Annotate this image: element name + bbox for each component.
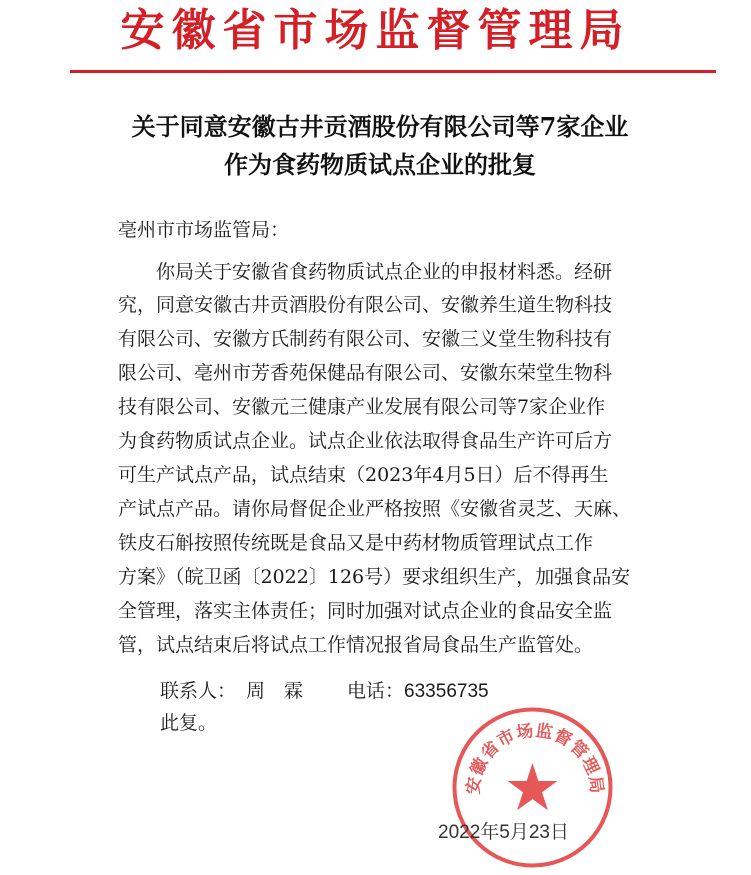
body-line-10: 方案》（皖卫函〔2022〕126号）要求组织生产，加强食品安 — [118, 566, 631, 588]
document-title-line-2: 作为食药物质试点企业的批复 — [224, 150, 536, 179]
body-line-6: 为食药物质试点企业。试点企业依法取得食品生产许可后方 — [118, 430, 613, 452]
agency-header: 安徽省市场监督管理局 — [120, 5, 631, 56]
body-line-9: 铁皮石斛按照传统既是食品又是中药材物质管理试点工作 — [118, 532, 594, 554]
body-line-5: 技有限公司、安徽元三健康产业发展有限公司等7家企业作 — [118, 396, 606, 418]
body-line-1: 你局关于安徽省食药物质试点企业的申报材料悉。经研 — [118, 261, 613, 283]
document-title-line-1: 关于同意安徽古井贡酒股份有限公司等7家企业 — [131, 112, 629, 141]
seal-arc-text: 安徽省市场监督管理局 — [463, 720, 607, 796]
body-line-11: 全管理，落实主体责任；同时加强对试点企业的食品安全监 — [118, 600, 613, 622]
red-divider-rule — [70, 70, 716, 73]
body-line-3: 有限公司、安徽方氏制药有限公司、安徽三义堂生物科技有 — [118, 328, 613, 350]
contact-phone-label: 电话： — [347, 680, 405, 702]
contact-person-name: 周 霖 — [246, 680, 304, 702]
contact-line — [160, 676, 489, 707]
body-line-12: 管，试点结束后将试点工作情况报省局食品生产监管处。 — [118, 634, 594, 656]
body-line-8: 产试点产品。请你局督促企业严格按照《安徽省灵芝、天麻、 — [118, 498, 632, 520]
closing-remark: 此复。 — [160, 712, 218, 734]
seal-star-icon — [508, 763, 558, 810]
issue-date: 2022年5月23日 — [438, 822, 569, 843]
contact-person-label: 联系人： — [160, 680, 237, 702]
body-line-2: 究，同意安徽古井贡酒股份有限公司、安徽养生道生物科技 — [118, 294, 613, 316]
body-line-7: 可生产试点产品，试点结束（2023年4月5日）后不得再生 — [118, 464, 609, 486]
contact-phone-number: 63356735 — [404, 681, 489, 702]
body-line-4: 限公司、亳州市芳香苑保健品有限公司、安徽东荣堂生物科 — [118, 362, 613, 384]
addressee: 亳州市市场监管局： — [118, 219, 290, 241]
